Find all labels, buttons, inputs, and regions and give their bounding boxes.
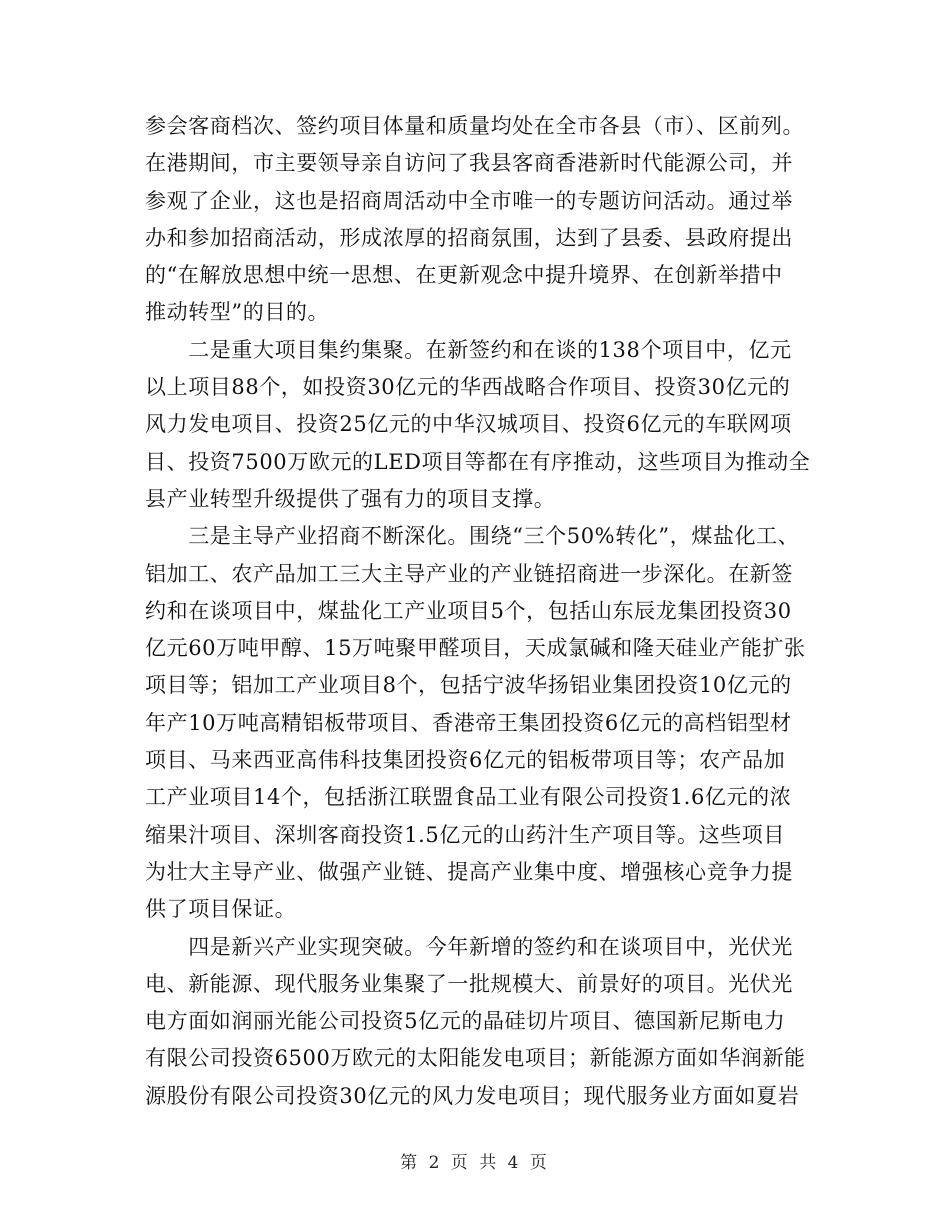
text-line: 铝加工、农产品加工三大主导产业的产业链招商进一步深化。在新签 [145, 561, 793, 586]
text-line: 项目、马来西亚高伟科技集团投资6亿元的铝板带项目等；农产品加 [145, 748, 786, 773]
text-line: 年产10万吨高精铝板带项目、香港帝王集团投资6亿元的高档铝型材 [145, 710, 792, 735]
text-line: 二是重大项目集约集聚。在新签约和在谈的138个项目中，亿元 [145, 337, 792, 362]
text-line: 项目等；铝加工产业项目8个，包括宁波华扬铝业集团投资10亿元的 [145, 673, 792, 698]
text-line: 亿元60万吨甲醇、15万吨聚甲醛项目，天成氯碱和隆天硅业产能扩张 [145, 636, 806, 661]
text-line: 的“在解放思想中统一思想、在更新观念中提升境界、在创新举措中 [145, 263, 783, 288]
text-line: 为壮大主导产业、做强产业链、提高产业集中度、增强核心竞争力提 [145, 859, 793, 884]
text-line: 有限公司投资6500万欧元的太阳能发电项目；新能源方面如华润新能 [145, 1046, 806, 1071]
text-line: 参会客商档次、签约项目体量和质量均处在全市各县（市）、区前列。 [145, 114, 805, 138]
text-line: 缩果汁项目、深圳客商投资1.5亿元的山药汁生产项目等。这些项目 [145, 822, 785, 847]
text-line: 供了项目保证。 [145, 897, 297, 922]
text-line: 电方面如润丽光能公司投资5亿元的晶硅切片项目、德国新尼斯电力 [145, 1009, 786, 1034]
body-text [145, 108, 811, 1115]
text-line: 风力发电项目、投资25亿元的中华汉城项目、投资6亿元的车联网项 [145, 412, 792, 437]
text-line: 电、新能源、现代服务业集聚了一批规模大、前景好的项目。光伏光 [145, 971, 793, 996]
text-line: 工产业项目14个，包括浙江联盟食品工业有限公司投资1.6亿元的浓 [145, 785, 792, 810]
text-line: 县产业转型升级提供了强有力的项目支撑。 [145, 486, 556, 511]
text-line: 四是新兴产业实现突破。今年新增的签约和在谈项目中，光伏光 [145, 934, 793, 959]
text-line: 约和在谈项目中，煤盐化工产业项目5个，包括山东辰龙集团投资30 [145, 598, 792, 623]
text-line: 推动转型”的目的。 [145, 300, 330, 325]
text-line: 源股份有限公司投资30亿元的风力发电项目；现代服务业方面如夏岩 [145, 1083, 800, 1108]
text-line: 以上项目88个，如投资30亿元的华西战略合作项目、投资30亿元的 [145, 375, 791, 400]
text-line: 办和参加招商活动，形成浓厚的招商氛围，达到了县委、县政府提出 [145, 225, 793, 250]
text-line: 三是主导产业招商不断深化。围绕“三个50%转化”，煤盐化工、 [145, 524, 800, 549]
page-number-footer: 第 2 页 共 4 页 [400, 1153, 550, 1173]
text-line: 参观了企业，这也是招商周活动中全市唯一的专题访问活动。通过举 [145, 188, 793, 213]
text-line: 目、投资7500万欧元的LED项目等都在有序推动，这些项目为推动全 [145, 449, 811, 474]
text-line: 在港期间，市主要领导亲自访问了我县客商香港新时代能源公司，并 [145, 151, 793, 176]
